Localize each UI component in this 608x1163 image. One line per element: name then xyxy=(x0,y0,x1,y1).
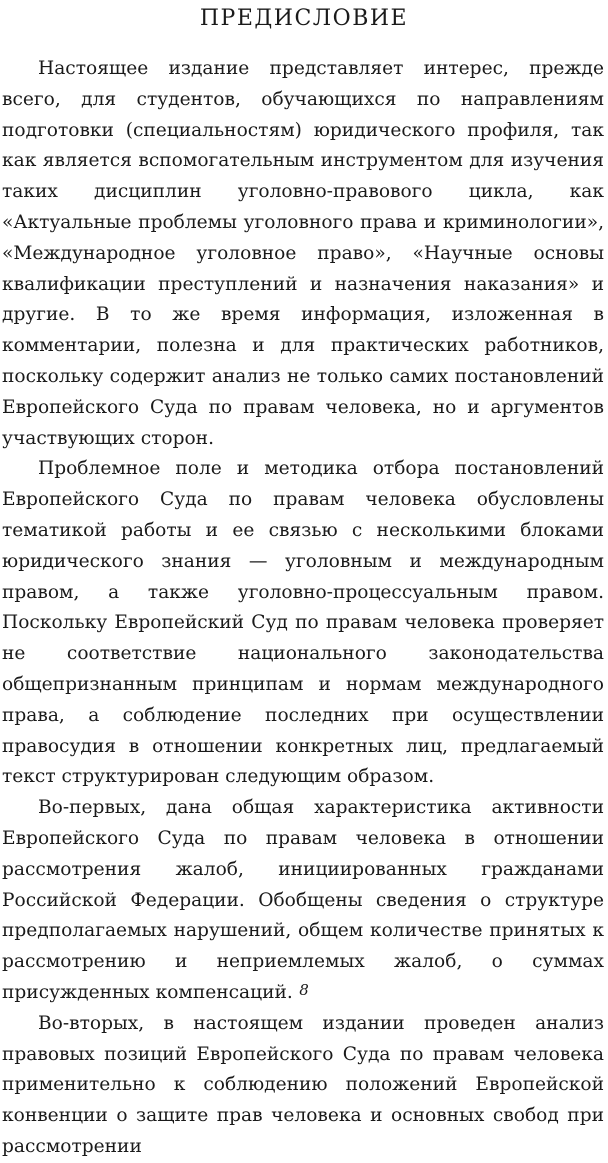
paragraph-2: Проблемное поле и методика отбора постановлений Европейского Суда по правам человека обусловлены тематикой работы и ее связью с несколькими блоками юридического знания — уголовным и международным правом, а также уголовно-процессуальным правом. Поскольку Европейский Суд по правам человека проверяет не соответствие национального законодательства общепризнанным принципам и нормам международного права, а соблюдение последних при осуществлении правосудия в отношении конкретных лиц, предлагаемый текст структурирован следующим образом. xyxy=(2,458,604,788)
paragraph-4: Во-вторых, в настоящем издании проведен анализ правовых позиций Европейского Суда по правам человека применительно к соблюдению положений Европейской конвенции о защите прав человека и основных свобод при рассмотрении xyxy=(2,1012,604,1157)
page-title: ПРЕДИСЛОВИЕ xyxy=(199,6,409,31)
paragraph-3: Во-первых, дана общая характеристика активности Европейского Суда по правам человека в отношении рассмотрения жалоб, инициированных гражданами Российской Федерации. Обобщены сведения о структуре предполагаемых нарушений, общем количестве принятых к рассмотрению и неприемлемых жалоб, о суммах присужденных компенсаций. xyxy=(2,797,604,1003)
paragraph-1: Настоящее издание представляет интерес, прежде всего, для студентов, обучающихся по направлениям подготовки (специальностям) юридического профиля, так как является вспомогательным инструментом для изучения таких дисциплин уголовно-правового цикла, как «Актуальные проблемы уголовного права и криминологии», «Международное уголовное право», «Научные основы квалификации преступлений и назначения наказания» и другие. В то же время информация, изложенная в комментарии, полезна и для практических работников, поскольку содержит анализ не только самих постановлений Европейского Суда по правам человека, но и аргументов участвующих сторон. xyxy=(2,58,604,449)
page-number: 8 xyxy=(299,981,309,999)
